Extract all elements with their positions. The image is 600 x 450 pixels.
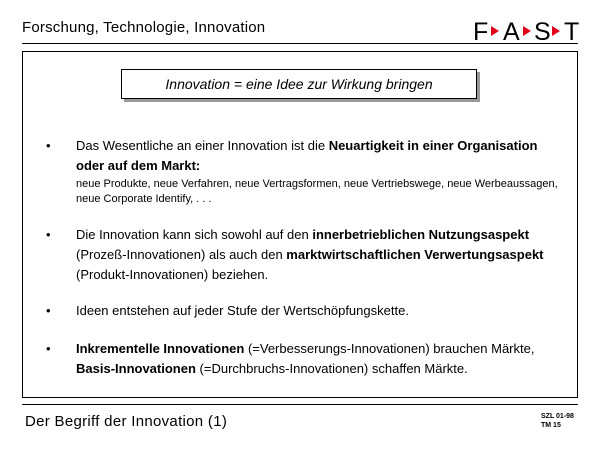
logo-letter-a: A [503, 18, 520, 44]
logo-letter-f: F [473, 18, 489, 44]
bold-phrase: marktwirtschaftlichen Verwertungsaspekt [286, 247, 544, 262]
bullet-subtext: neue Produkte, neue Verfahren, neue Vertragsformen, neue Vertriebswege, neue Werbeaussagen, neue Corporate Identify, . . . [76, 178, 558, 205]
list-item [46, 301, 561, 321]
text-run: (=Verbesserungs-Innovationen) brauchen Märkte, [244, 341, 535, 356]
footer-code-line: SZL 01-98 [541, 413, 574, 420]
bold-phrase: Neuartigkeit in einer Organisation oder auf dem Markt: [76, 138, 538, 173]
text-run: Das Wesentliche an einer Innovation ist die [76, 138, 329, 153]
bullet-text [76, 227, 544, 282]
arrow-icon [552, 26, 560, 36]
footer-divider [22, 404, 578, 405]
text-run: (Prozeß-Innovationen) als auch den [76, 247, 287, 262]
bold-phrase: innerbetrieblichen Nutzungsaspekt [312, 227, 530, 242]
bullet-text [76, 341, 534, 376]
text-run: (Produkt-Innovationen) beziehen. [76, 267, 269, 282]
definition-box [121, 69, 477, 99]
text-run: Ideen entstehen auf jeder Stufe der Wertschöpfungskette. [76, 303, 409, 318]
logo-letter-s: S [534, 18, 551, 44]
bullet-icon: • [46, 138, 51, 153]
list-item [46, 339, 561, 379]
header-divider [22, 43, 578, 44]
fast-logo [472, 16, 584, 44]
bullet-text [76, 303, 409, 318]
bullet-text [76, 138, 561, 207]
bullet-icon: • [46, 227, 51, 242]
footer-code-line: TM 15 [541, 422, 561, 429]
footer-title: Der Begriff der Innovation (1) [25, 413, 228, 430]
arrow-icon [491, 26, 499, 36]
footer-slide-code [541, 412, 574, 430]
list-item [46, 136, 561, 207]
bullet-icon: • [46, 341, 51, 356]
bold-phrase: Basis-Innovationen [76, 361, 196, 376]
list-item [46, 225, 561, 285]
bold-phrase: Inkrementelle Innovationen [76, 341, 245, 356]
bullet-list [46, 136, 561, 397]
logo-letter-t: T [564, 18, 580, 44]
header-title: Forschung, Technologie, Innovation [22, 19, 266, 36]
definition-text: Innovation = eine Idee zur Wirkung bringen [165, 76, 433, 92]
bullet-icon: • [46, 303, 51, 318]
text-run: Die Innovation kann sich sowohl auf den [76, 227, 313, 242]
arrow-icon [523, 26, 531, 36]
text-run: (=Durchbruchs-Innovationen) schaffen Märkte. [195, 361, 468, 376]
